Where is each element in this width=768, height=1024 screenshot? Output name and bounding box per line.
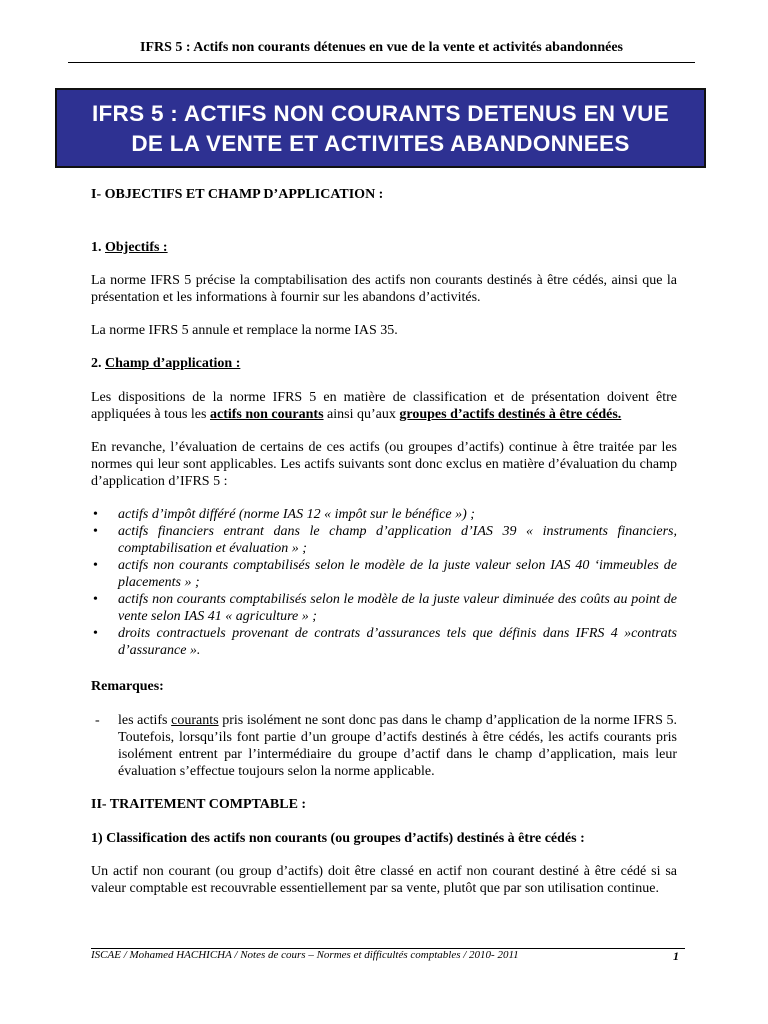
text-run: ainsi qu’aux — [323, 407, 400, 422]
exclusion-item: • actifs non courants comptabilisés selon le modèle de la juste valeur selon IAS 40 ‘immeubles de placements » ; — [91, 557, 677, 591]
subsection-title: Objectifs : — [105, 240, 168, 255]
title-banner — [55, 88, 706, 168]
emphasis-courants: courants — [171, 713, 219, 728]
exclusion-item: • droits contractuels provenant de contrats d’assurances tels que définis dans IFRS 4 »contrats d’assurance ». — [91, 625, 677, 659]
subsection-objectifs-heading — [91, 239, 677, 256]
text-run: Les dispositions de la norme IFRS 5 en matière de classification et de présentation doivent être appliquées à tous les — [91, 390, 677, 422]
emphasis-groupes-actifs: groupes d’actifs destinés à être cédés. — [399, 407, 622, 422]
subsection-title: Champ d’application : — [105, 356, 241, 371]
dash-marker: - — [95, 713, 100, 728]
subsection-number: 2. — [91, 356, 105, 371]
section-2-heading: II- TRAITEMENT COMPTABLE : — [91, 797, 307, 812]
page-footer — [91, 949, 685, 961]
champ-paragraph-1 — [91, 389, 677, 423]
emphasis-actifs-non-courants: actifs non courants — [209, 407, 324, 422]
text-run: pris isolément ne sont donc pas dans le champ d’application de la norme IFRS 5. Toutefois, lorsqu’ils font partie d’un groupe d’actifs destinés à être cédés, les actifs courants pris isolément entrent par l’intermédiaire du groupe d’actif dans le champ d’application, mais leur évaluation s’effectue toujours selon la norme applicable. — [118, 713, 677, 779]
footer-text: ISCAE / Mohamed HACHICHA / Notes de cours – Normes et difficultés comptables / 2010- 2011 — [91, 949, 519, 961]
subsection-number: 1. — [91, 240, 105, 255]
classification-heading: 1) Classification des actifs non courants (ou groupes d’actifs) destinés à être cédés : — [91, 831, 585, 846]
objectifs-paragraph-2: La norme IFRS 5 annule et remplace la norme IAS 35. — [91, 323, 398, 338]
subsection-champ-heading — [91, 355, 677, 372]
remarks-heading: Remarques: — [91, 679, 164, 694]
exclusion-item: • actifs d’impôt différé (norme IAS 12 « impôt sur le bénéfice ») ; — [91, 506, 677, 523]
document-body — [91, 186, 677, 897]
banner-line-2: DE LA VENTE ET ACTIVITES ABANDONNEES — [131, 131, 630, 156]
remark-item — [91, 712, 677, 780]
page-number: 1 — [673, 949, 679, 963]
section-1-heading: I- OBJECTIFS ET CHAMP D’APPLICATION : — [91, 187, 384, 202]
exclusion-item: • actifs financiers entrant dans le champ d’application d’IAS 39 « instruments financiers, comptabilisation et évaluation » ; — [91, 523, 677, 557]
classification-paragraph: Un actif non courant (ou group d’actifs) doit être classé en actif non courant destiné à être cédé si sa valeur comptable est recouvrable essentiellement par sa vente, plutôt que par son utilisation continue. — [91, 864, 677, 896]
exclusion-item: • actifs non courants comptabilisés selon le modèle de la juste valeur diminuée des coûts au point de vente selon IAS 41 « agriculture » ; — [91, 591, 677, 625]
objectifs-paragraph-1: La norme IFRS 5 précise la comptabilisation des actifs non courants destinés à être cédés, ainsi que la présentation et les informations à fournir sur les abandons d’activités. — [91, 273, 677, 305]
text-run: les actifs — [118, 713, 172, 728]
champ-paragraph-2: En revanche, l’évaluation de certains de ces actifs (ou groupes d’actifs) continue à être traitée par les normes qui leur sont applicables. Les actifs suivants sont donc exclus en matière d’évaluation du champ d’application d’IFRS 5 : — [91, 440, 677, 489]
running-header: IFRS 5 : Actifs non courants détenues en vue de la vente et activités abandonnées — [140, 40, 623, 55]
banner-line-1: IFRS 5 : ACTIFS NON COURANTS DETENUS EN VUE — [91, 101, 670, 126]
header-rule — [68, 62, 695, 63]
exclusions-list — [91, 506, 677, 659]
